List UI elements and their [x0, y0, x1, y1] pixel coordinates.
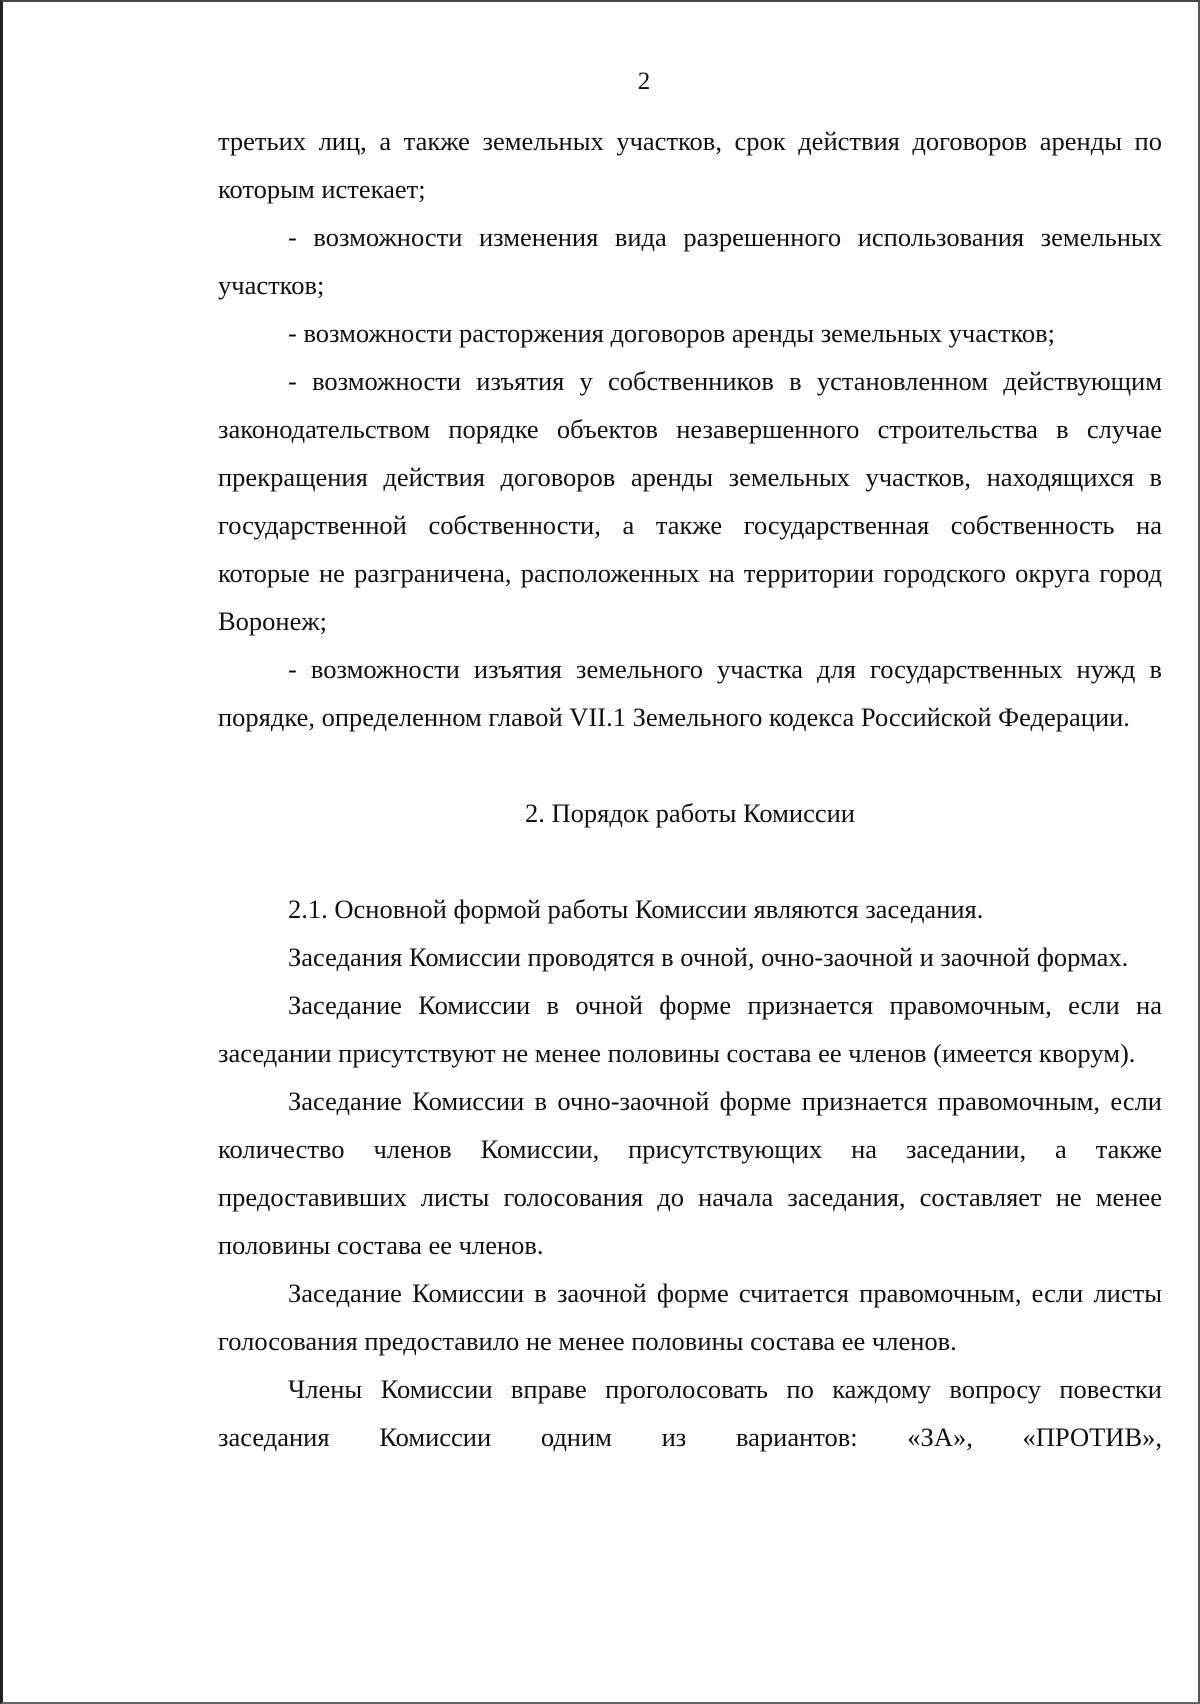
paragraph-2-1: 2.1. Основной формой работы Комиссии являются заседания. — [288, 894, 984, 924]
page-number: 2 — [637, 68, 651, 95]
paragraph-mixed-quorum: Заседание Комиссии в очно-заочной форме признается правомочным, если количество членов Комиссии, присутствующих на заседании, а также предоставивших листы голосования до начала заседания, составляет не менее половины состава ее членов. — [218, 1086, 1162, 1260]
list-item-seizure-construction: - возможности изъятия у собственников в установленном действующим законодательством порядке объектов незавершенного строительства в случае прекращения действия договоров аренды земельных участков, находящихся в государственной собственности, а также государственная собственность на которые не разграничена, расположенных на территории городского округа город Воронеж; — [218, 366, 1162, 636]
paragraph-continuation: третьих лиц, а также земельных участков, срок действия договоров аренды по которым истекает; — [218, 126, 1162, 204]
spacer — [218, 741, 1162, 789]
list-item-termination: - возможности расторжения договоров аренды земельных участков; — [288, 318, 1055, 348]
paragraph-forms: Заседания Комиссии проводятся в очной, очно-заочной и заочной формах. — [288, 942, 1129, 972]
list-item-seizure-state-needs: - возможности изъятия земельного участка для государственных нужд в порядке, определенном главой VII.1 Земельного кодекса Российской Федерации. — [218, 654, 1162, 732]
list-item-change-use: - возможности изменения вида разрешенного использования земельных участков; — [218, 222, 1162, 300]
paragraph-absentee-quorum: Заседание Комиссии в заочной форме считается правомочным, если листы голосования предоставило не менее половины состава ее членов. — [218, 1278, 1162, 1356]
document-body — [218, 117, 1162, 1461]
paragraph-in-person-quorum: Заседание Комиссии в очной форме признается правомочным, если на заседании присутствуют не менее половины состава ее членов (имеется кворум). — [218, 990, 1162, 1068]
section-heading: 2. Порядок работы Комиссии — [525, 798, 855, 828]
paragraph-voting-options: Члены Комиссии вправе проголосовать по каждому вопросу повестки заседания Комиссии одним из вариантов: «ЗА», «ПРОТИВ», — [218, 1374, 1162, 1452]
spacer — [218, 837, 1162, 885]
